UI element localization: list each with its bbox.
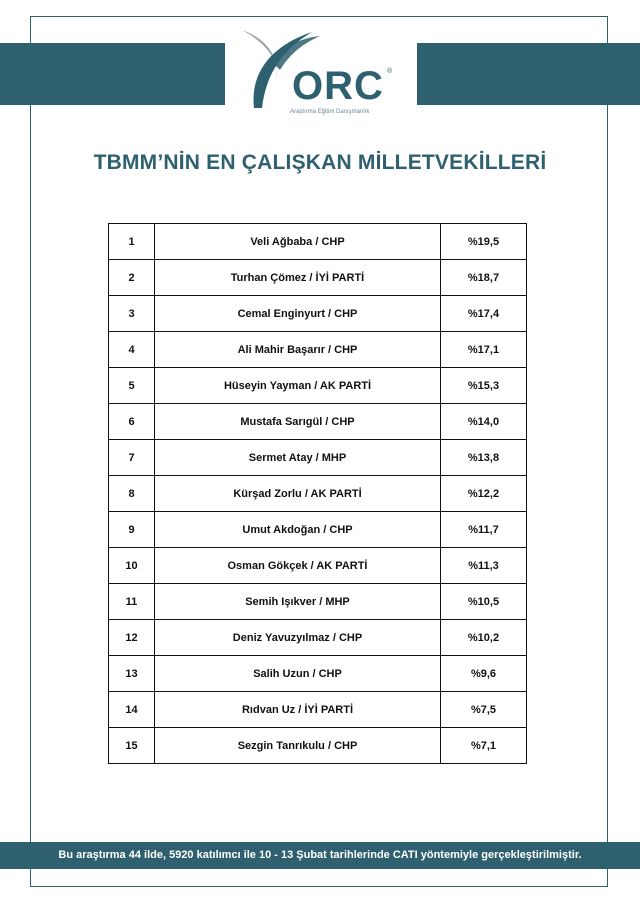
rank-cell: 11 bbox=[109, 584, 155, 620]
rank-cell: 15 bbox=[109, 728, 155, 764]
name-cell: Hüseyin Yayman / AK PARTİ bbox=[155, 368, 441, 404]
percent-cell: %11,3 bbox=[441, 548, 527, 584]
percent-cell: %19,5 bbox=[441, 224, 527, 260]
percent-cell: %9,6 bbox=[441, 656, 527, 692]
name-cell: Sermet Atay / MHP bbox=[155, 440, 441, 476]
rank-cell: 12 bbox=[109, 620, 155, 656]
rank-cell: 1 bbox=[109, 224, 155, 260]
name-cell: Ali Mahir Başarır / CHP bbox=[155, 332, 441, 368]
table-row bbox=[109, 368, 527, 404]
table-row bbox=[109, 224, 527, 260]
ranking-table-body bbox=[109, 224, 527, 764]
rank-cell: 2 bbox=[109, 260, 155, 296]
percent-cell: %14,0 bbox=[441, 404, 527, 440]
table-row bbox=[109, 296, 527, 332]
percent-cell: %7,1 bbox=[441, 728, 527, 764]
name-cell: Salih Uzun / CHP bbox=[155, 656, 441, 692]
header-band-right bbox=[417, 43, 640, 105]
rank-cell: 5 bbox=[109, 368, 155, 404]
table-row bbox=[109, 404, 527, 440]
rank-cell: 13 bbox=[109, 656, 155, 692]
name-cell: Deniz Yavuzyılmaz / CHP bbox=[155, 620, 441, 656]
name-cell: Sezgin Tanrıkulu / CHP bbox=[155, 728, 441, 764]
table-row bbox=[109, 584, 527, 620]
percent-cell: %15,3 bbox=[441, 368, 527, 404]
orc-logo bbox=[236, 24, 406, 118]
table-row bbox=[109, 512, 527, 548]
name-cell: Osman Gökçek / AK PARTİ bbox=[155, 548, 441, 584]
name-cell: Turhan Çömez / İYİ PARTİ bbox=[155, 260, 441, 296]
table-row bbox=[109, 476, 527, 512]
rank-cell: 4 bbox=[109, 332, 155, 368]
name-cell: Veli Ağbaba / CHP bbox=[155, 224, 441, 260]
logo-wordmark: ORC bbox=[292, 64, 384, 108]
table-row bbox=[109, 692, 527, 728]
percent-cell: %10,5 bbox=[441, 584, 527, 620]
percent-cell: %17,4 bbox=[441, 296, 527, 332]
ranking-table bbox=[108, 223, 527, 764]
header-band-left bbox=[0, 43, 225, 105]
rank-cell: 6 bbox=[109, 404, 155, 440]
name-cell: Rıdvan Uz / İYİ PARTİ bbox=[155, 692, 441, 728]
percent-cell: %7,5 bbox=[441, 692, 527, 728]
table-row bbox=[109, 548, 527, 584]
table-row bbox=[109, 332, 527, 368]
table-row bbox=[109, 728, 527, 764]
percent-cell: %17,1 bbox=[441, 332, 527, 368]
name-cell: Kürşad Zorlu / AK PARTİ bbox=[155, 476, 441, 512]
footer-note: Bu araştırma 44 ilde, 5920 katılımcı ile 10 - 13 Şubat tarihlerinde CATI yöntemiyle gerçekleştirilmiştir. bbox=[0, 842, 640, 869]
table-row bbox=[109, 440, 527, 476]
rank-cell: 3 bbox=[109, 296, 155, 332]
rank-cell: 8 bbox=[109, 476, 155, 512]
name-cell: Mustafa Sarıgül / CHP bbox=[155, 404, 441, 440]
table-row bbox=[109, 260, 527, 296]
logo-registered-mark: ® bbox=[387, 68, 393, 75]
rank-cell: 7 bbox=[109, 440, 155, 476]
name-cell: Semih Işıkver / MHP bbox=[155, 584, 441, 620]
table-row bbox=[109, 656, 527, 692]
rank-cell: 10 bbox=[109, 548, 155, 584]
page-title: TBMM’NİN EN ÇALIŞKAN MİLLETVEKİLLERİ bbox=[93, 151, 547, 174]
table-row bbox=[109, 620, 527, 656]
percent-cell: %18,7 bbox=[441, 260, 527, 296]
rank-cell: 14 bbox=[109, 692, 155, 728]
rank-cell: 9 bbox=[109, 512, 155, 548]
percent-cell: %12,2 bbox=[441, 476, 527, 512]
name-cell: Cemal Enginyurt / CHP bbox=[155, 296, 441, 332]
logo-subtitle: Araştırma Eğitim Danışmanlık bbox=[290, 109, 370, 115]
percent-cell: %10,2 bbox=[441, 620, 527, 656]
percent-cell: %13,8 bbox=[441, 440, 527, 476]
percent-cell: %11,7 bbox=[441, 512, 527, 548]
name-cell: Umut Akdoğan / CHP bbox=[155, 512, 441, 548]
